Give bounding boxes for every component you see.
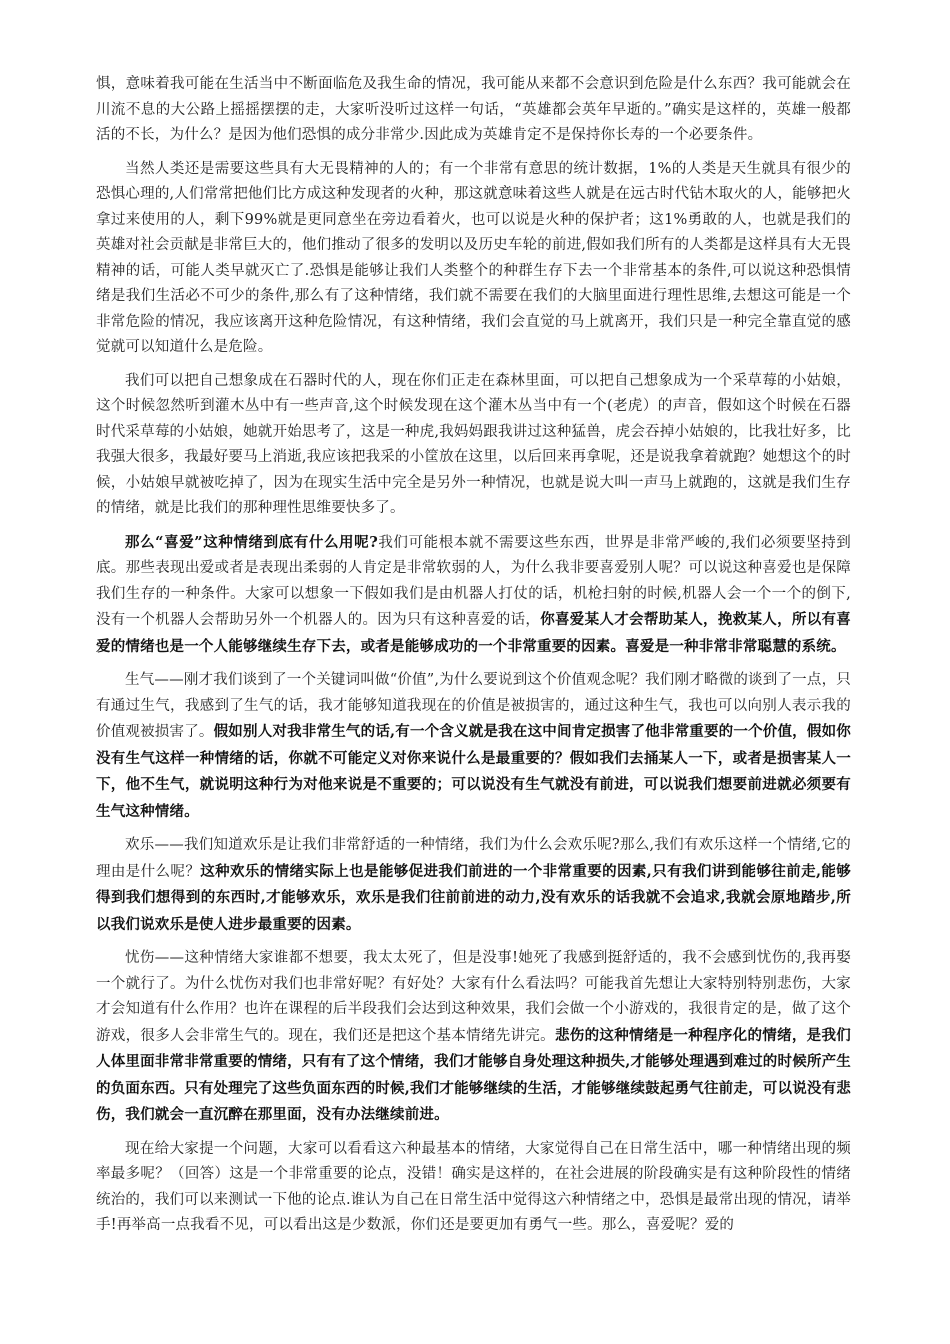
paragraph-4-text: 我们可能根本就不需要这些东西，世界是非常严峻的,我们必须要坚持到底。那些表现出爱或者是表现出柔弱的人肯定是非常软弱的人，为什么我非要喜爱别人呢？可以说这种喜爱也是保障我们生存的一种条件。大家可以想象一下假如我们是由机器人打仗的话，机枪扫射的时候,机器人会一个一个的倒下,没有一个机器人会帮助另外一个机器人的。因为只有这种喜爱的话， [96,534,851,628]
paragraph-8-text: 现在给大家提一个问题，大家可以看看这六种最基本的情绪，大家觉得自己在日常生活中，哪一种情绪出现的频率最多呢？（回答）这是一个非常重要的论点，没错！确实是这样的，在社会进展的阶段确实是有这种阶段性的情绪统治的，我们可以来测试一下他的论点.谁认为自己在日常生活中觉得这六种情绪之中，恐惧是最常出现的情况，请举手!再举高一点我看不见，可以看出这是少数派，你们还是要更加有勇气一些。那么，喜爱呢？爱的 [96,1140,851,1233]
paragraph-2-text: 当然人类还是需要这些具有大无畏精神的人的；有一个非常有意思的统计数据，1%的人类是天生就具有很少的恐惧心理的,人们常常把他们比方成这种发现者的火种，那这就意味着这些人就是在远古时代钻木取火的人，能够把火拿过来使用的人，剩下99%就是更同意坐在旁边看着火，也可以说是火种的保护者；这1%勇敢的人，也就是我们的英雄对社会贡献是非常巨大的，他们推动了很多的发明以及历史车轮的前进,假如我们所有的人类都是这样具有大无畏精神的话，可能人类早就灭亡了.恐惧是能够让我们人类整个的种群生存下去一个非常基本的条件,可以说这种恐惧情绪是我们生活必不可少的条件,那么有了这种情绪，我们就不需要在我们的大脑里面进行理性思维,去想这可能是一个非常危险的情况，我应该离开这种危险情况，有这种情绪，我们会直觉的马上就离开，我们只是一种完全靠直觉的感觉就可以知道什么是危险。 [96,160,851,355]
paragraph-4-bold-lead: 那么“喜爱”这种情绪到底有什么用呢? [125,533,378,551]
paragraph-7-text: 忧伤——这种情绪大家谁都不想要，我太太死了，但是没事!她死了我感到挺舒适的，我不会感到忧伤的,我再娶一个就行了。为什么忧伤对我们也非常好呢？有好处？大家有什么看法吗？可能我首先想让大家特别特别悲伤，大家才会知道有什么作用？也许在课程的后半段我们会达到这种效果，我们会做一个小游戏的，我很肯定的是，做了这个游戏，很多人会非常生气的。现在，我们还是把这个基本情绪先讲完。 [96,950,851,1044]
paragraph-4-bold-conclusion: 你喜爱某人才会帮助某人，挽救某人，所以有喜爱的情绪也是一个人能够继续生存下去，或者是能够成功的一个非常重要的因素。喜爱是一种非常非常聪慧的系统。 [96,611,852,655]
paragraph-6-text: 欢乐——我们知道欢乐是让我们非常舒适的一种情绪，我们为什么会欢乐呢?那么,我们有欢乐这样一个情绪,它的理由是什么呢？ [96,837,851,880]
paragraph-5-bold-conclusion: 假如别人对我非常生气的话,有一个含义就是我在这中间肯定损害了他非常重要的一个价值，假如你没有生气这样一种情绪的话，你就不可能定义对你来说什么是最重要的？假如我们去捅某人一下，或者是损害某人一下，他不生气，就说明这种行为对他来说是不重要的；可以说没有生气就没有前进，可以说我们想要前进就必须要有生气这种情绪。 [96,723,851,820]
paragraph-3 [96,369,851,522]
paragraph-2 [96,157,851,361]
paragraph-1-text: 惧，意味着我可能在生活当中不断面临危及我生命的情况，我可能从来都不会意识到危险是什么东西？我可能就会在川流不息的大公路上摇摇摆摆的走，大家听没听过这样一句话，“英雄都会英年早逝的。”确实是这样的，英雄一般都活的不长，为什么？是因为他们恐惧的成分非常少.因此成为英雄肯定不是保持你长寿的一个必要条件。 [96,76,851,143]
paragraph-5-text: 生气——刚才我们谈到了一个关键词叫做“价值”,为什么要说到这个价值观念呢？我们刚才略微的谈到了一点，只有通过生气，我感到了生气的话，我才能够知道我现在的价值是被损害的，通过这种生气，我也可以向别人表示我的价值观被损害了。 [96,672,851,740]
paragraph-7 [96,946,851,1129]
paragraph-4 [96,530,851,661]
paragraph-3-text: 我们可以把自己想象成在石器时代的人，现在你们正走在森林里面，可以把自己想象成为一个采草莓的小姑娘，这个时候忽然听到灌木丛中有一些声音,这个时候发现在这个灌木丛当中有一个(老虎）的声音，假如这个时候在石器时代采草莓的小姑娘，她就开始思考了，这是一种虎,我妈妈跟我讲过这种猛兽，虎会吞掉小姑娘的，比我壮好多，比我强大很多，我最好要马上消逝,我应该把我采的小筐放在这里，以后回来再拿呢，还是说我拿着就跑？她想这个的时候，小姑娘早就被吃掉了，因为在现实生活中完全是另外一种情况，也就是说大叫一声马上就跑的，这就是我们生存的情绪，就是比我们的那种理性思维要快多了。 [96,372,851,516]
paragraph-6 [96,833,851,938]
paragraph-5 [96,668,851,825]
paragraph-6-bold-conclusion: 这种欢乐的情绪实际上也是能够促进我们前进的一个非常重要的因素,只有我们讲到能够往前走,能够得到我们想得到的东西时,才能够欢乐，欢乐是我们往前前进的动力,没有欢乐的话我就不会追求,我就会原地踏步,所以我们说欢乐是使人进步最重要的因素。 [96,862,852,933]
paragraph-8 [96,1137,851,1239]
paragraph-7-bold-conclusion: 悲伤的这种情绪是一种程序化的情绪，是我们人体里面非常非常重要的情绪，只有有了这个情绪，我们才能够自身处理这种损失,才能够处理遇到难过的时候所产生的负面东西。只有处理完了这些负面东西的时候,我们才能够继续的生活，才能够继续鼓起勇气往前走，可以说没有悲伤，我们就会一直沉醉在那里面，没有办法继续前进。 [96,1026,851,1123]
paragraph-1 [96,72,851,149]
document-page [96,72,851,1247]
